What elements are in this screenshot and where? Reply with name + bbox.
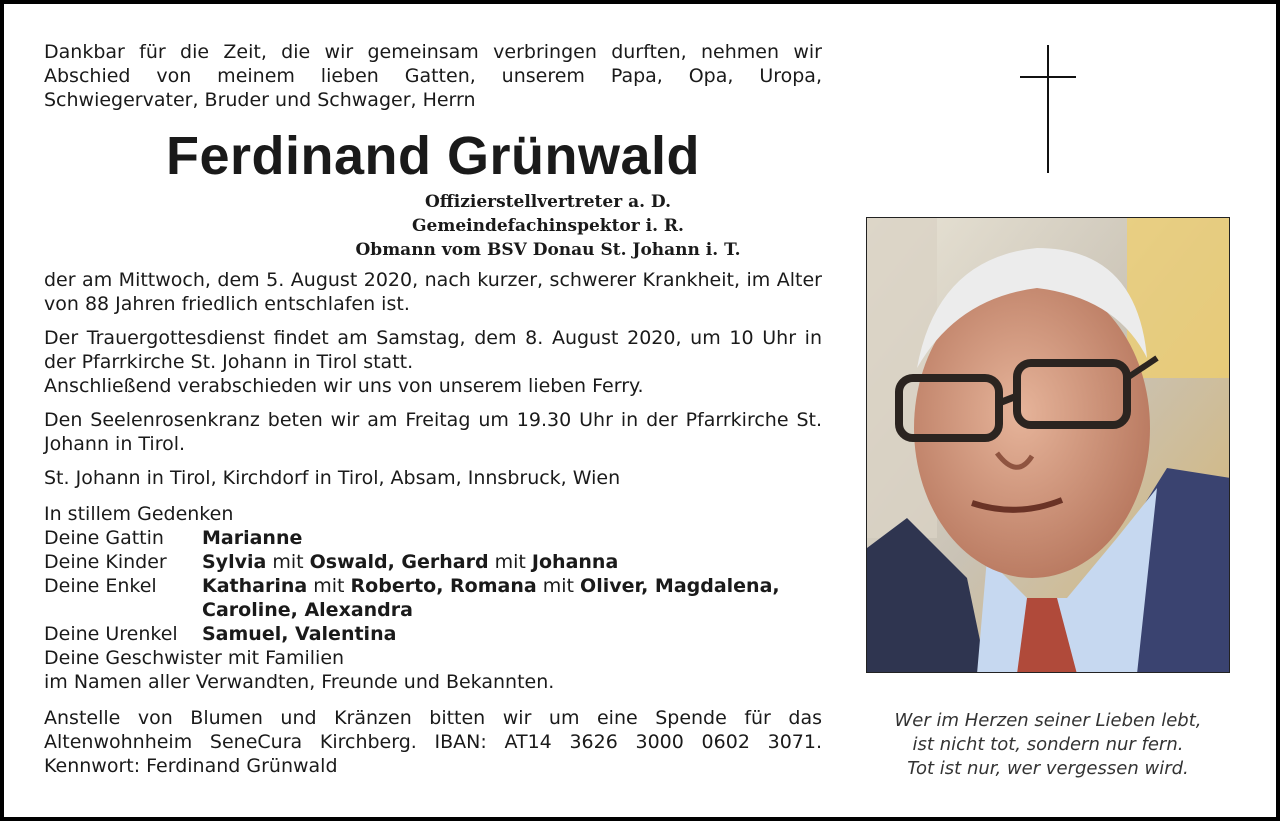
title-line: Offizierstellvertreter a. D. [425,192,671,212]
places-line: St. Johann in Tirol, Kirchdorf in Tirol, Absam, Innsbruck, Wien [44,467,621,489]
family-names [202,550,822,574]
family-member-name: Sylvia [202,551,267,573]
mourners-block [44,502,822,694]
cross-icon [1020,45,1076,173]
family-names [202,526,822,550]
closing-line: im Namen aller Verwandten, Freunde und Bekannten. [44,671,555,693]
obituary-text [44,40,822,778]
family-member-name: Johanna [531,551,619,573]
deceased-name: Ferdinand Grünwald [165,126,701,186]
siblings-line: Deine Geschwister mit Familien [44,647,345,669]
death-notice: der am Mittwoch, dem 5. August 2020, nach kurzer, schwerer Krankheit, im Alter von 88 Jahren friedlich entschlafen ist. [44,269,822,315]
quote-line: Wer im Herzen seiner Lieben lebt, [894,710,1202,731]
quote-line: Tot ist nur, wer vergessen wird. [907,758,1189,779]
family-label: Deine Gattin [44,527,164,549]
family-member-name: Marianne [202,527,303,549]
quote-line: ist nicht tot, sondern nur fern. [912,734,1184,755]
family-member-name: Katharina [202,575,308,597]
family-member-name: Roberto, Romana [350,575,537,597]
family-member-name: Oswald, Gerhard [309,551,489,573]
family-member-name: Oliver, Magdalena, Caroline, Alexandra [202,575,780,621]
connector-text: mit [536,575,581,597]
farewell-info: Anschließend verabschieden wir uns von unserem lieben Ferry. [44,375,644,397]
memorial-quote [866,709,1230,781]
family-names [202,622,822,646]
connector-text: mit [266,551,310,573]
family-list [44,526,822,646]
title-line: Gemeindefachinspektor i. R. [412,216,684,236]
funeral-info: Der Trauergottesdienst findet am Samstag, dem 8. August 2020, um 10 Uhr in der Pfarrkirche St. Johann in Tirol statt. [44,327,822,373]
connector-text: mit [488,551,532,573]
rosary-info: Den Seelenrosenkranz beten wir am Freitag um 19.30 Uhr in der Pfarrkirche St. Johann in Tirol. [44,409,822,455]
donation-text: Anstelle von Blumen und Kränzen bitten wir um eine Spende für das Altenwohnheim SeneCura Kirchberg. IBAN: AT14 3626 3000 0602 3071. Kennwort: Ferdinand Grünwald [44,707,822,777]
titles-block [44,190,822,262]
family-label: Deine Urenkel [44,623,178,645]
family-member-name: Samuel, Valentina [202,623,397,645]
intro-text: Dankbar für die Zeit, die wir gemeinsam verbringen durften, nehmen wir Abschied von meinem lieben Gatten, unserem Papa, Opa, Uropa, Schwiegervater, Bruder und Schwager, Herrn [44,41,822,111]
portrait-photo [866,217,1230,673]
connector-text: mit [307,575,351,597]
title-line: Obmann vom BSV Donau St. Johann i. T. [355,240,741,260]
mourners-heading: In stillem Gedenken [44,503,234,525]
family-label: Deine Enkel [44,575,157,597]
family-label: Deine Kinder [44,551,167,573]
family-names [202,574,822,622]
